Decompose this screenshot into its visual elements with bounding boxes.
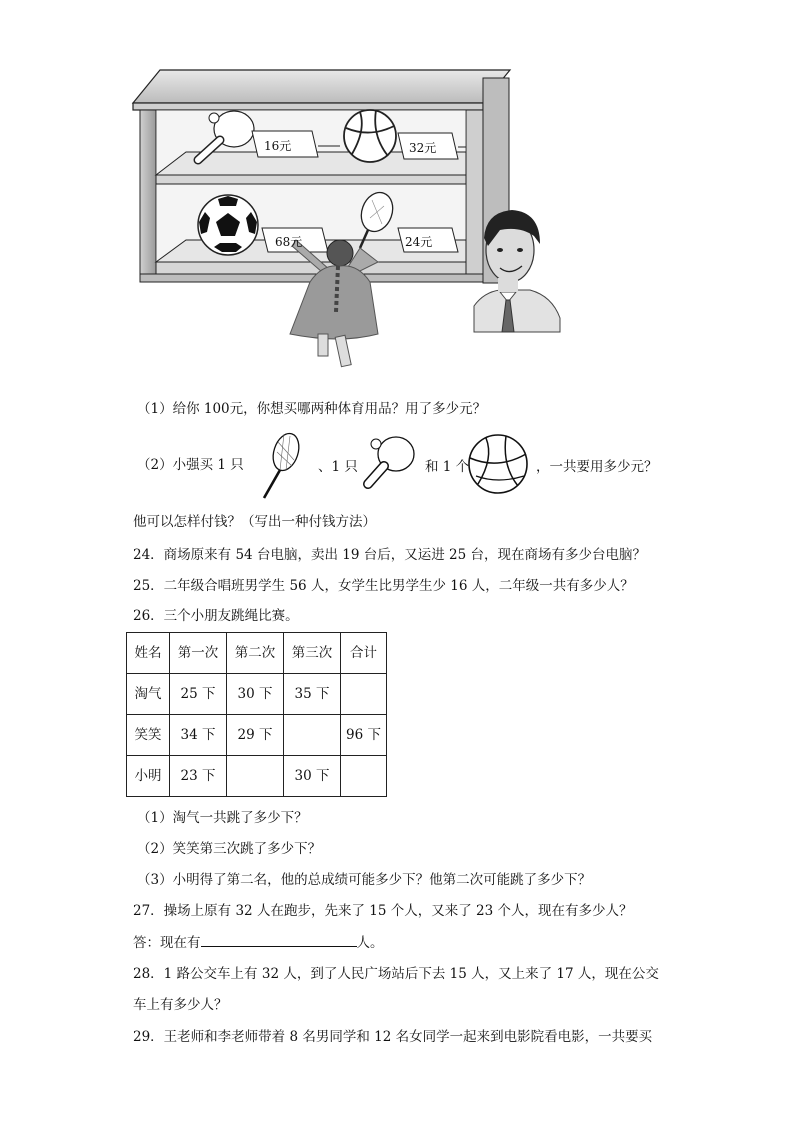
soccer-ball-icon	[198, 195, 258, 255]
table-header-cell: 第二次	[227, 633, 284, 674]
table-row	[127, 756, 387, 797]
q23-part2-b: 、1 只	[318, 459, 358, 475]
q23-part2-d: ，一共要用多少元？	[536, 459, 658, 475]
q23-part1: （1）给你 100元，你想买哪两种体育用品？用了多少元？	[137, 401, 487, 417]
table-cell: 淘气	[127, 674, 170, 715]
answer-suffix: 人。	[356, 935, 384, 951]
table-tennis-paddle-small-icon	[362, 432, 422, 492]
table-cell: 小明	[127, 756, 170, 797]
table-header-row	[127, 633, 387, 674]
q23-part2-c: 和 1 个	[425, 459, 470, 475]
shelf-illustration	[0, 0, 794, 400]
table-header-cell: 第一次	[170, 633, 227, 674]
price-tag-basketball: 32元	[409, 141, 437, 155]
price-tag-badminton: 24元	[405, 235, 433, 249]
price-tag-football: 68元	[275, 235, 303, 249]
q23-part2-follow: 他可以怎样付钱？（写出一种付钱方法）	[133, 514, 376, 530]
table-header-cell: 第三次	[284, 633, 341, 674]
question-26-title: 26．三个小朋友跳绳比赛。	[133, 608, 299, 624]
question-27-answer	[133, 932, 384, 953]
table-cell: 25 下	[170, 674, 227, 715]
table-cell-blank	[227, 756, 284, 797]
table-header-cell: 合计	[341, 633, 387, 674]
table-cell-blank	[341, 674, 387, 715]
answer-prefix: 答：现在有	[133, 935, 201, 951]
badminton-racket-icon	[258, 430, 298, 500]
table-cell-blank	[341, 756, 387, 797]
basketball-small-icon	[466, 432, 536, 502]
table-cell: 笑笑	[127, 715, 170, 756]
table-cell: 29 下	[227, 715, 284, 756]
basketball-icon	[344, 110, 396, 162]
question-24: 24．商场原来有 54 台电脑，卖出 19 台后，又运进 25 台，现在商场有多少台电脑？	[133, 547, 646, 563]
price-tag-table-tennis: 16元	[264, 139, 292, 153]
question-26-sub2: （2）笑笑第三次跳了多少下？	[137, 841, 322, 857]
table-row	[127, 715, 387, 756]
question-29: 29．王老师和李老师带着 8 名男同学和 12 名女同学一起来到电影院看电影，一共要买	[133, 1029, 653, 1045]
question-26-sub1: （1）淘气一共跳了多少下？	[137, 810, 308, 826]
table-cell: 34 下	[170, 715, 227, 756]
question-28-line2: 车上有多少人？	[133, 997, 228, 1013]
question-26-sub3: （3）小明得了第二名，他的总成绩可能多少下？他第二次可能跳了多少下？	[137, 872, 592, 888]
jump-rope-table	[126, 632, 387, 797]
table-cell: 23 下	[170, 756, 227, 797]
table-cell: 30 下	[284, 756, 341, 797]
table-cell: 30 下	[227, 674, 284, 715]
table-cell: 35 下	[284, 674, 341, 715]
table-header-cell: 姓名	[127, 633, 170, 674]
question-28-line1: 28．1 路公交车上有 32 人，到了人民广场站后下去 15 人，又上来了 17 人，现在公交	[133, 966, 659, 982]
question-27: 27．操场上原有 32 人在跑步，先来了 15 个人，又来了 23 个人，现在有多少人？	[133, 903, 633, 919]
answer-blank[interactable]	[201, 932, 357, 947]
question-25: 25．二年级合唱班男学生 56 人，女学生比男学生少 16 人，二年级一共有多少人？	[133, 578, 634, 594]
table-row	[127, 674, 387, 715]
table-cell: 96 下	[341, 715, 387, 756]
q23-part2-a: （2）小强买 1 只	[137, 457, 244, 473]
table-cell-blank	[284, 715, 341, 756]
